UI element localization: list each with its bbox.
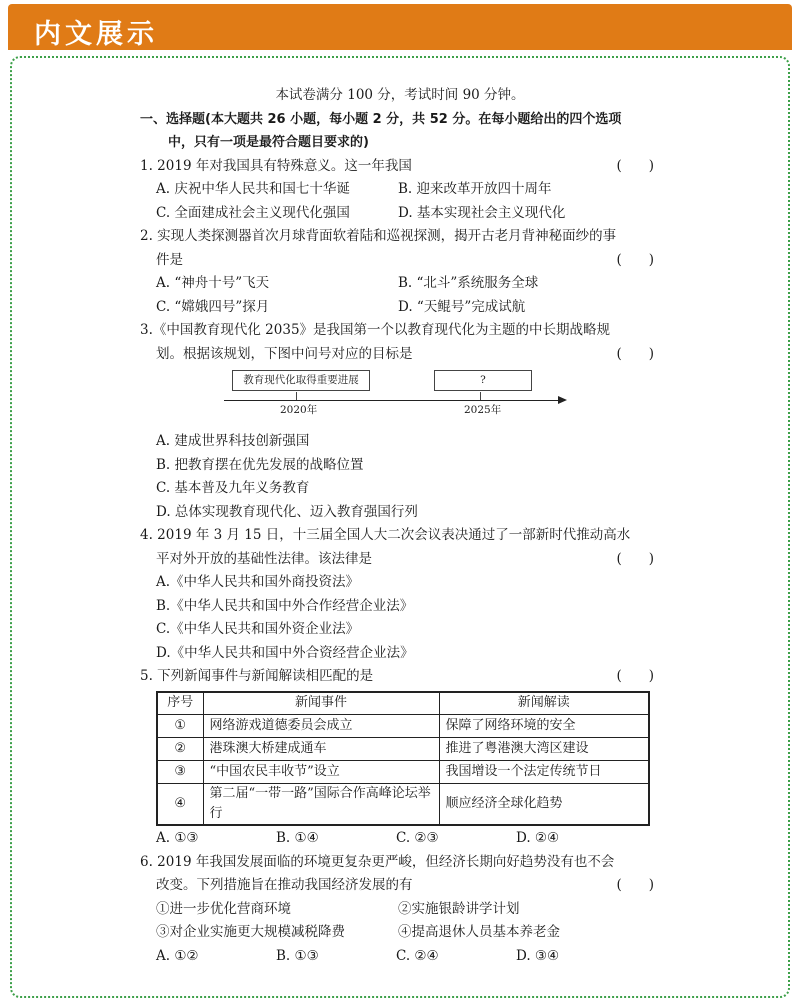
q2-option-c: C. “嫦娥四号”探月 <box>156 298 270 315</box>
question-4-text: 平对外开放的基础性法律。该法律是 <box>156 550 372 567</box>
q6-statement-4: ④提高退休人员基本养老金 <box>398 924 560 940</box>
question-6-statements-2 <box>140 921 660 945</box>
timeline-arrow <box>558 396 567 404</box>
question-4-stem-cont <box>140 548 660 572</box>
q1-option-c: C. 全面建成社会主义现代化强国 <box>156 204 350 221</box>
q3-option-b: B. 把教育摆在优先发展的战略位置 <box>156 456 364 473</box>
question-3-stem: 3.《中国教育现代化 2035》是我国第一个以教育现代化为主题的中长期战略规 <box>140 322 611 338</box>
q6-statement-3: ③对企业实施更大规模减税降费 <box>156 924 345 940</box>
table-cell: 顺应经济全球化趋势 <box>439 784 649 826</box>
q2-option-b: B. “北斗”系统服务全球 <box>398 275 539 291</box>
table-cell: 网络游戏道德委员会成立 <box>203 715 439 738</box>
q3-option-d: D. 总体实现教育现代化、迈入教育强国行列 <box>156 503 418 520</box>
q6-statement-2: ②实施银龄讲学计划 <box>398 900 520 917</box>
header-bar <box>8 4 792 50</box>
news-table <box>156 691 650 827</box>
table-cell: ② <box>157 738 203 761</box>
q6-option-d: D. ③④ <box>516 947 560 964</box>
exam-content <box>140 84 660 968</box>
answer-blank: ( ) <box>616 550 654 567</box>
question-1-options-2 <box>140 202 660 226</box>
timeline-box-2020: 教育现代化取得重要进展 <box>232 370 370 391</box>
q5-option-d: D. ②④ <box>516 830 560 846</box>
page-title: 内文展示 <box>34 19 158 50</box>
q4-option-d: D.《中华人民共和国中外合资经营企业法》 <box>156 644 414 661</box>
table-row <box>157 738 649 761</box>
table-row <box>157 784 649 826</box>
timeline-year-2020: 2020年 <box>280 404 318 416</box>
question-6-stem: 6. 2019 年我国发展面临的环境更复杂更严峻，但经济长期向好趋势没有也不会 <box>140 853 615 870</box>
question-1-text: 1. 2019 年对我国具有特殊意义。这一年我国 <box>140 157 412 174</box>
table-cell: 港珠澳大桥建成通车 <box>203 738 439 761</box>
question-6-stem-cont <box>140 874 660 898</box>
q4-option-b: B.《中华人民共和国中外合作经营企业法》 <box>156 597 414 614</box>
q2-option-d: D. “天鲲号”完成试航 <box>398 298 526 315</box>
table-cell: 我国增设一个法定传统节日 <box>439 761 649 784</box>
table-cell: “中国农民丰收节”设立 <box>203 761 439 784</box>
table-header: 新闻解读 <box>439 692 649 715</box>
question-2-stem-cont <box>140 249 660 273</box>
q2-option-a: A. “神舟十号”飞天 <box>156 275 270 291</box>
table-cell: ④ <box>157 784 203 826</box>
timeline-box-2025: ? <box>434 370 532 391</box>
question-5-text: 5. 下列新闻事件与新闻解读相匹配的是 <box>140 668 374 684</box>
question-2-text: 件是 <box>156 251 183 268</box>
table-cell: ③ <box>157 761 203 784</box>
section-title-cont: 中，只有一项是最符合题目要求的) <box>168 135 369 150</box>
q6-option-a: A. ①② <box>156 947 199 964</box>
answer-blank: ( ) <box>616 345 654 362</box>
answer-blank: ( ) <box>616 251 654 268</box>
question-5-options <box>140 827 660 851</box>
q1-option-d: D. 基本实现社会主义现代化 <box>398 204 566 221</box>
table-cell: 第二届“一带一路”国际合作高峰论坛举行 <box>203 784 439 826</box>
q3-option-a: A. 建成世界科技创新强国 <box>156 433 310 449</box>
question-6-text: 改变。下列措施旨在推动我国经济发展的有 <box>156 877 413 893</box>
q5-option-c: C. ②③ <box>396 830 439 846</box>
question-3-stem-cont <box>140 343 660 367</box>
q5-option-b: B. ①④ <box>276 830 319 846</box>
timeline-axis <box>224 400 560 401</box>
q4-option-c: C.《中华人民共和国外资企业法》 <box>156 621 360 637</box>
q6-statement-1: ①进一步优化营商环境 <box>156 900 291 917</box>
answer-blank: ( ) <box>616 157 654 174</box>
q6-option-c: C. ②④ <box>396 947 439 964</box>
question-1-options <box>140 178 660 202</box>
q4-option-a: A.《中华人民共和国外商投资法》 <box>156 574 360 590</box>
q1-option-b: B. 迎来改革开放四十周年 <box>398 181 552 197</box>
answer-blank: ( ) <box>616 877 654 893</box>
table-cell: 保障了网络环境的安全 <box>439 715 649 738</box>
answer-blank: ( ) <box>616 668 654 684</box>
question-3-text: 划。根据该规划，下图中问号对应的目标是 <box>156 345 413 362</box>
q1-option-a: A. 庆祝中华人民共和国七十华诞 <box>156 181 350 197</box>
question-6-options <box>140 945 660 969</box>
timeline-year-2025: 2025年 <box>464 404 502 416</box>
q3-option-c: C. 基本普及九年义务教育 <box>156 480 310 496</box>
table-header-row <box>157 692 649 715</box>
table-row <box>157 761 649 784</box>
timeline-diagram <box>140 366 660 430</box>
table-header: 序号 <box>157 692 203 715</box>
table-cell: ① <box>157 715 203 738</box>
table-row <box>157 715 649 738</box>
q5-option-a: A. ①③ <box>156 830 199 846</box>
question-2-stem: 2. 实现人类探测器首次月球背面软着陆和巡视探测，揭开古老月背神秘面纱的事 <box>140 228 617 244</box>
q6-option-b: B. ①③ <box>276 947 319 964</box>
question-4-stem: 4. 2019 年 3 月 15 日，十三届全国人大二次会议表决通过了一部新时代推动高水 <box>140 527 631 543</box>
section-title: 一、选择题(本大题共 26 小题，每小题 2 分，共 52 分。在每小题给出的四个选项 <box>140 111 622 127</box>
exam-intro: 本试卷满分 100 分，考试时间 90 分钟。 <box>275 87 525 103</box>
question-5-stem <box>140 665 660 689</box>
question-2-options <box>140 272 660 296</box>
question-1-stem <box>140 155 660 179</box>
table-cell: 推进了粤港澳大湾区建设 <box>439 738 649 761</box>
question-6-statements <box>140 898 660 922</box>
table-header: 新闻事件 <box>203 692 439 715</box>
question-2-options-2 <box>140 296 660 320</box>
